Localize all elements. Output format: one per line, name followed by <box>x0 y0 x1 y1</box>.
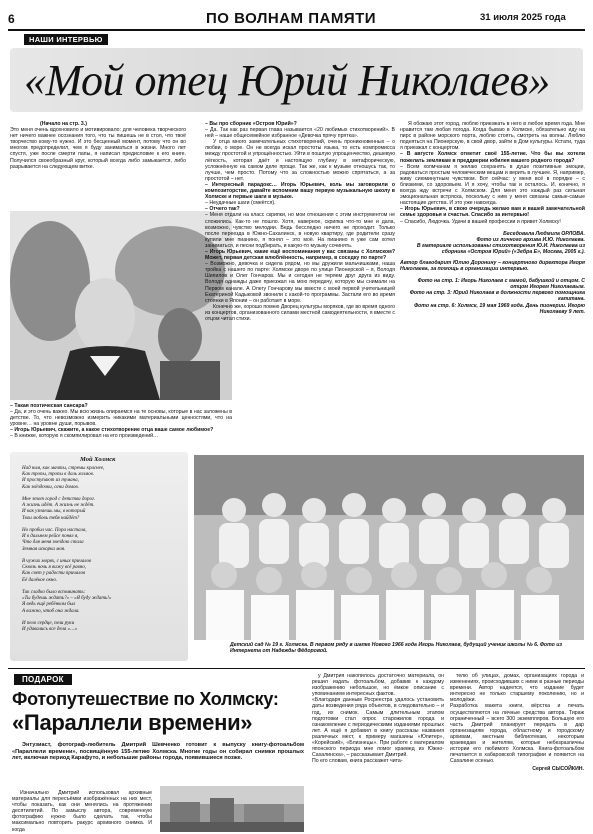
poem-title: Мой Холмск <box>80 456 116 463</box>
poem-box <box>10 452 188 661</box>
paragraph: – Да. Так как раз первая глава называется «20 любимых стихотворений». В ней – наше общесемейное избранное «Девочка прячу прятка». <box>205 127 395 140</box>
photo-holmsk-view <box>160 786 304 832</box>
section-divider <box>8 668 585 669</box>
paragraph: – Меня отдали на класс скрипки, но мои отношения с этим инструментом не сложились. Как-то не пошло. Хотя, наверное, скрипка что-то мне и дала, возможно, чувство мелодии. Ведь бесследно ничего не проходит. Только после переезда в Южно-Сахалинск, в новую квартиру, где родители сразу купили мне пианино, я понял – это моё. На пианино я уже сам хотел заниматься, и песни подбирать, и какую-то музыку сочинять. <box>205 212 395 249</box>
photo-caption: Фото на стр. 1: Игорь Николаев с мамой, бабушкой и отцом. С отцом Игорем Николаевым. <box>417 278 585 291</box>
section-title: ПО ВОЛНАМ ПАМЯТИ <box>206 10 377 27</box>
photo-caption: Фото на стр. 3: Юрий Николаев в должности первого помощника капитана. <box>409 290 585 303</box>
paragraph: Это меня очень вдохновило и мотивировало: для человека творческого нет ничего важнее осознания того, что ты пишешь не в стол, что твоё творчество кому-то нужно. И это бесценный момент, потому что он во многом предопределил, чем я буду заниматься в жизни. Много лет спустя, уже после смерти папы, я написал предисловие к его книге. Получился своеобразный круг, который всегда либо замыкается, либо разрывается на следующем витке. <box>10 127 186 170</box>
paragraph: У отца много замечательных стихотворений, очень проникновенных – о любви, о море. Он не всегда искал простоты языка, то есть компромисса между простотой и упрощённостью. Уйти в пошлую упрощенчество, дешевую лёгкость, которая даёт и настоящую глубину в метафорическую, усложнённую на самом деле проще. Так же, как к музыке отношусь так, то лучше, чем просто. Потому что за сложностью можно спрятаться, а за простотой – нет. <box>205 139 395 182</box>
question: – Игорь Юрьевич, в свою очередь желаю вам и вашей замечательной семье здоровья и счастья. Спасибо за интервью! <box>400 206 585 219</box>
question: – Интересный парадокс… Игорь Юрьевич, коль мы заговорили о композиторстве, давайте вспомним вашу первую музыкальную школу в Холмске и первые шаги в музыке. <box>205 181 395 201</box>
kindergarten-caption: Детский сад № 19 г. Холмска. В первом ряду в шапке Нового 1966 года Игорь Николаев, будущий ученик школы № 6. Фото из Интернета от Надежды Фёдоровой. <box>230 642 563 655</box>
section-rubric: НАШИ ИНТЕРВЬЮ <box>24 34 108 45</box>
question: – Игорь Юрьевич, скажите, а какое стихотворение отца ваше самое любимое? <box>10 427 214 434</box>
photo-kindergarten-image <box>194 455 584 640</box>
credit-poems: В материале использованы стихотворения Ю.И. Николаева из сборника «Остров Юрий» («Зебра Е», Москва, 2005 г.). <box>416 242 585 255</box>
section-rubric: ПОДАРОК <box>14 674 72 685</box>
article-title-line1: Фотопутешествие по Холмску: <box>12 689 279 709</box>
podarok-column-c <box>450 673 584 773</box>
issue-date: 31 июля 2025 года <box>480 12 566 23</box>
question: – Отчего так? <box>205 206 240 213</box>
article-title-line2: «Параллели времени» <box>12 710 253 735</box>
question: – Вы про сборник «Остров Юрий»? <box>205 121 297 127</box>
poem-text: Над ним, как мачты, стремы краснее, Как тропы, тропы в даль холмов. И проступают из тумана, Как звёздочки, огни домов. Мне этот город с детства дорог. А жизнь идёт. А жизнь не ждёт. И как узнаешь мы, в который Твои любовь тебя найдёт? Но пробил час. Пора настала, И в дальнем рейсе понял я, Что для меня звездою стала Земная искорка моя. В чужих морях, с иных причалов Сквозь ночь я вижу всё равно, Как свет у радости причалов Её далёкое окно. Так сладко было вспоминать: «Ты будешь ждать?» – «Я буду ждать!» Я ведь ещё ребёнком был А важно, чтоб она ждала. И пело сердце, пели руки И удавались все дела «…» <box>22 466 112 633</box>
paragraph: – Всем холмчанам я желаю сохранять в душе позитивные эмоции, радоваться простым человеческим вещам и верить в лучшее. Я, например, живу сиюминутным чувством. Вот сейчас: у меня всё в порядке – с близкими, со здоровьем. И я хочу, чтобы так и осталось. И, конечно, я всегда жду встречи с Холмском. Для меня это каждый раз сильная эмоциональная встряска, поскольку с ним у меня связаны самые-самые настоящие детства. И это уже навсегда. <box>400 163 585 207</box>
podarok-column-b: у Дмитрия накопилось достаточно материала, он решил издать фотоальбом, добавив к каждому изображению небольшое, но ёмкое описание с упоминанием интересных фактов. «Благодаря данным Росреестра удалось установить даты возведения ряда объектов, в следовательно – и год, их снимок. Самым длительным этапом подготовки стал опрос старожилов города и ознакомление с периодическими изданиями прошлых лет. А ещё я добавил в книгу рассказы названия различных мест, к примеру магазины «Юпитер», «Корейский», «Близнецы». При работе с материалом японского периода мне помог краевед из Южно-Сахалинска», – рассказывает Дмитрий. По его словам, книга расскажет чита- <box>312 673 444 765</box>
paragraph: – В книжке, которую я скомпилировал на его произведений… <box>10 433 159 440</box>
credit-author: Беседовала Людмила ОРЛОВА. <box>503 230 585 237</box>
photo-holmsk-view-image <box>160 786 304 832</box>
question: – Такая поэтическая сансара? <box>10 403 88 409</box>
header-rule <box>8 29 585 31</box>
credit-photo: Фото из личного архива И.Ю. Николаева. <box>476 236 585 243</box>
column-1-top <box>10 121 186 170</box>
article-title: «Мой отец Юрий Николаев» <box>24 56 550 105</box>
question: – В августе Холмск отметит своё 155-летие. Что бы вы хотели пожелать землякам в преддверии юбилея вашего родного города? <box>400 151 585 164</box>
photo-kindergarten <box>194 455 584 640</box>
article-lead: Энтузиаст, фотограф-любитель Дмитрий Шевченко готовит к выпуску книгу-фотоальбом «Параллели времени», посвящённую 155-летию Холмска. Многие годы он собирал снимки прошлых лет, включая период Карафуто, и небольшие районы города, появившиеся позже. <box>12 742 304 762</box>
paragraph: – Спасибо, Людочка. Удачи в вашей профессии и привет Холмску! <box>400 218 561 225</box>
continuation-note: (Начало на стр. 3.) <box>40 121 87 127</box>
article-author: Сергей СЫСОЙКИН. <box>532 766 584 773</box>
photo-caption: Фото на стр. 6: Холмск, 19 мая 1969 года. День пионерии. Игорю Николаеву 9 лет. <box>414 302 585 315</box>
photo-boy-pioneer-image <box>10 211 232 400</box>
credit-thanks: Автор благодарит Юлию Доронину – концертного директора Игоря Николаева, за помощь в организации интервью. <box>400 259 585 273</box>
paragraph: – Неудачные шаги (смеётся). <box>205 200 276 207</box>
column-2 <box>205 121 395 322</box>
podarok-column-a: Изначально Дмитрий использовал архивные материалы для пересъёмки изображённых на них мест, чтобы показать, как они менялись на протяжении десятилетий. По замыслу автора, современную фотографию нужно было сделать так, чтобы максимально повторить ракурс архивного снимка. И когда <box>12 790 152 833</box>
column-3 <box>400 121 585 315</box>
paragraph: – Возможно, девочка и сидела рядом, но мы дружили мальчишками, наша тройка с нашего по парте: Холмске дворе по улице Пионерской – я, Володя Шипилов и Олег Гончаров. Мы и сегодня не теряем друг друга из виду. Володя однажды даже приезжал на мою передачу, которую мы снимали на Первом канале. А Олегу Гончарову мы вместе с моей первой учительницей Екатериной Кадыковой звонили с какой-то программы. Застали его во время стоянки в Японии – он работает в море. <box>205 261 395 304</box>
paragraph: телю об улицах, домах, организациях города и изменениях, происходивших с ними в разные периоды времени. Автор надеется, что издание будет интересно не только старшему поколению, но и молодёжи. Разработка макета книги, вёрстка и печать осуществляются на личные средства автора. Тираж ограниченный – всего 300 экземпляров. Большую его часть Дмитрий планирует передать в дар организациям города, областному и городскому архивам, местным библиотекам, некоторым краеведам и жителям, которые небезразличны истории его любимого Холмска. Книга-фотоальбом печатается в хабаровской типографии и появится на Сахалине осенью. <box>450 673 584 765</box>
paragraph: Я обожаю этот город, люблю приезжать в него в любое время года. Мне нравится там любая погода. Когда бываю в Холмске, обязательно иду на пирс в районе морского порта, люблю стоять, смотреть на волны. Люблю подняться на Пионерскую, в свой двор, зайти в Дом культуры. Кстати, туда я приезжал с концертом. <box>400 121 585 152</box>
column-1-bottom <box>10 403 232 440</box>
paragraph: – Да, и это очень важно. Мы всю жизнь опираемся на те основы, которые в нас заложены в детстве. То, что невозможно измерить никакими материальными ценностями, что на уровне… на уровне души, порывов. <box>10 409 232 428</box>
paragraph: Конечно же, хорошо помню Дворец культуры моряков, где во время одного из концертов, организованного силами местной самодеятельности, я вместе с отцом читал стихи. <box>205 303 395 322</box>
photo-boy-pioneer <box>10 211 232 400</box>
question: – Игорь Юрьевич, какие ещё воспоминания у вас связаны с Холмском? Может, первая детская влюблённость, например, в соседку по парте? <box>205 248 395 262</box>
page-number: 6 <box>8 12 15 26</box>
